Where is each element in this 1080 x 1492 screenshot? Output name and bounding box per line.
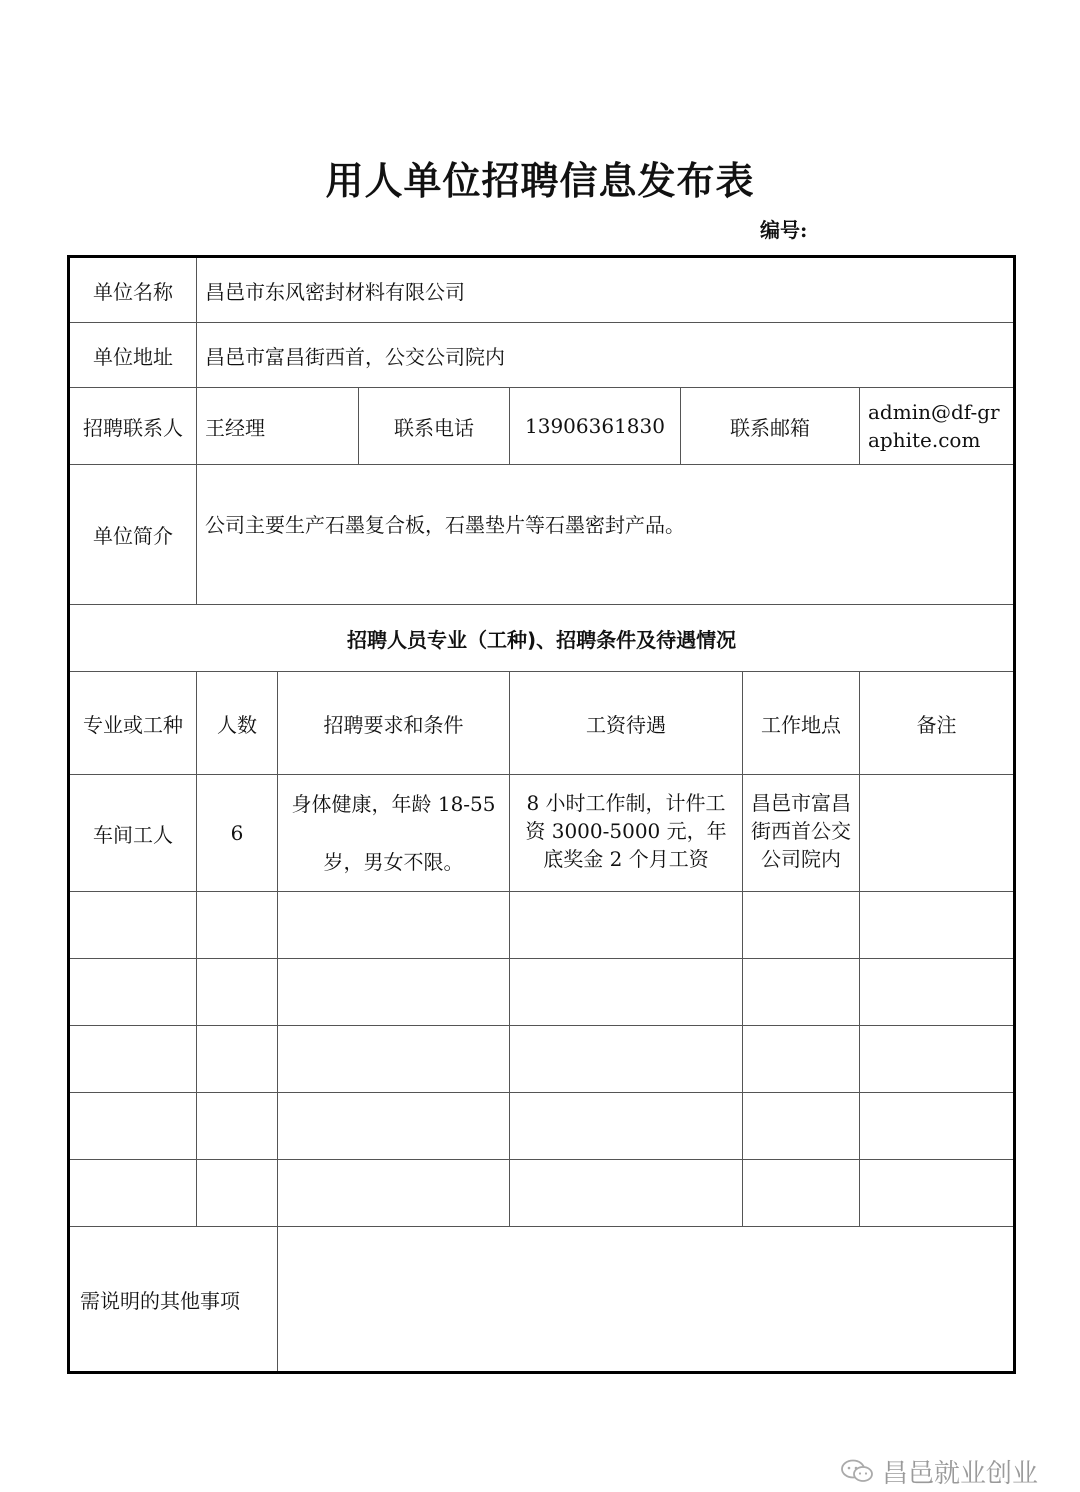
contact-label: 招聘联系人 — [69, 388, 197, 465]
phone-label: 联系电话 — [359, 388, 510, 465]
notes-cell — [860, 1026, 1015, 1093]
serial-number-label: 编号: — [760, 218, 808, 242]
location-cell — [743, 959, 860, 1026]
job-type-cell — [69, 1026, 197, 1093]
company-address-row — [69, 323, 1015, 388]
page-title: 用人单位招聘信息发布表 — [325, 159, 755, 203]
contact-value: 王经理 — [197, 388, 359, 465]
salary-cell — [510, 1160, 743, 1227]
header-salary: 工资待遇 — [510, 672, 743, 775]
table-row — [69, 959, 1015, 1026]
wechat-watermark — [840, 1456, 1039, 1489]
location-cell: 昌邑市富昌街西首公交公司院内 — [743, 775, 860, 892]
requirements-cell — [278, 892, 510, 959]
job-type-cell: 车间工人 — [69, 775, 197, 892]
salary-cell — [510, 892, 743, 959]
job-type-cell — [69, 959, 197, 1026]
other-notes-value — [278, 1227, 1015, 1373]
location-cell — [743, 1026, 860, 1093]
location-cell — [743, 892, 860, 959]
header-location: 工作地点 — [743, 672, 860, 775]
contact-row — [69, 388, 1015, 465]
requirements-cell — [278, 1093, 510, 1160]
email-label: 联系邮箱 — [681, 388, 860, 465]
header-job-type: 专业或工种 — [69, 672, 197, 775]
recruitment-form-table — [67, 255, 1016, 1374]
requirements-cell: 身体健康，年龄 18-55 岁，男女不限。 — [278, 775, 510, 892]
notes-cell — [860, 775, 1015, 892]
other-notes-row — [69, 1227, 1015, 1373]
wechat-icon — [840, 1459, 874, 1483]
location-cell — [743, 1160, 860, 1227]
job-type-cell — [69, 1093, 197, 1160]
salary-cell — [510, 959, 743, 1026]
intro-value: 公司主要生产石墨复合板，石墨垫片等石墨密封产品。 — [197, 465, 1015, 605]
headcount-cell — [197, 1160, 278, 1227]
email-value: admin@df-graphite.com — [860, 388, 1015, 465]
company-name-value: 昌邑市东风密封材料有限公司 — [197, 257, 1015, 323]
company-address-label: 单位地址 — [69, 323, 197, 388]
company-name-label: 单位名称 — [69, 257, 197, 323]
header-notes: 备注 — [860, 672, 1015, 775]
section-title: 招聘人员专业（工种)、招聘条件及待遇情况 — [69, 605, 1015, 672]
table-row — [69, 1026, 1015, 1093]
watermark-text: 昌邑就业创业 — [882, 1458, 1039, 1489]
headcount-cell — [197, 959, 278, 1026]
job-type-cell — [69, 892, 197, 959]
notes-cell — [860, 1093, 1015, 1160]
headcount-cell — [197, 892, 278, 959]
job-type-cell — [69, 1160, 197, 1227]
table-row — [69, 1160, 1015, 1227]
table-row — [69, 775, 1015, 892]
company-name-row — [69, 257, 1015, 323]
salary-cell — [510, 1093, 743, 1160]
location-cell — [743, 1093, 860, 1160]
table-row — [69, 892, 1015, 959]
section-title-row — [69, 605, 1015, 672]
company-address-value: 昌邑市富昌街西首，公交公司院内 — [197, 323, 1015, 388]
requirements-cell — [278, 1026, 510, 1093]
requirements-cell — [278, 1160, 510, 1227]
requirements-cell — [278, 959, 510, 1026]
salary-cell: 8 小时工作制，计件工资 3000-5000 元，年底奖金 2 个月工资 — [510, 775, 743, 892]
notes-cell — [860, 1160, 1015, 1227]
intro-row — [69, 465, 1015, 605]
headcount-cell — [197, 1026, 278, 1093]
notes-cell — [860, 959, 1015, 1026]
salary-cell — [510, 1026, 743, 1093]
header-requirements: 招聘要求和条件 — [278, 672, 510, 775]
header-headcount: 人数 — [197, 672, 278, 775]
table-row — [69, 1093, 1015, 1160]
intro-label: 单位简介 — [69, 465, 197, 605]
jobs-header-row — [69, 672, 1015, 775]
headcount-cell — [197, 1093, 278, 1160]
notes-cell — [860, 892, 1015, 959]
phone-value: 13906361830 — [510, 388, 681, 465]
other-notes-label: 需说明的其他事项 — [69, 1227, 278, 1373]
headcount-cell: 6 — [197, 775, 278, 892]
